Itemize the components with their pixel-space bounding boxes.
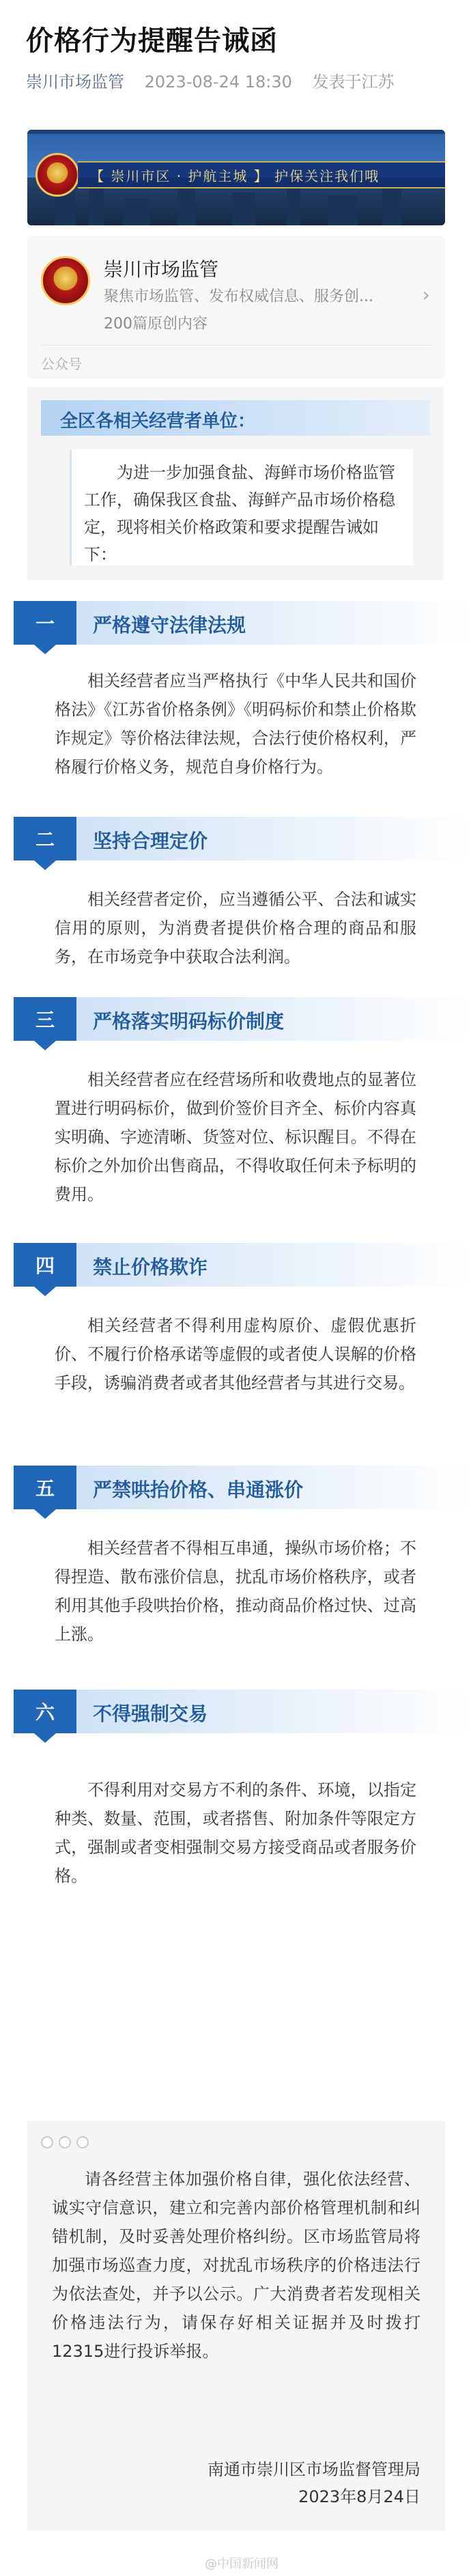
dot-icon: [76, 2136, 89, 2148]
agency-emblem-icon: [35, 153, 79, 197]
section-text: 相关经营者应当严格执行《中华人民共和国价格法》《江苏省价格条例》《明码标价和禁止价格欺诈规定》等价格法律法规，合法行使价格权利，严格履行价格义务，规范自身价格行为。: [55, 671, 416, 776]
banner-caption-strip: [78, 161, 445, 188]
building: [123, 198, 150, 225]
badge-notch: [34, 1041, 56, 1050]
banner-text: 【 崇川市区 · 护航主城 】 护保关注我们哦: [90, 168, 380, 184]
section-header: [14, 817, 471, 860]
publish-location: 发表于江苏: [312, 72, 395, 92]
banner-top-edge: [27, 130, 445, 134]
section-number: 六: [35, 1701, 55, 1724]
closing-box: [27, 2121, 445, 2531]
badge-notch: [34, 1509, 56, 1519]
signature-block: [208, 2456, 420, 2510]
article-title: 价格行为提醒告诫函: [26, 25, 278, 57]
profile-name: 崇川市场监管: [104, 258, 219, 281]
section-header: [14, 1466, 471, 1509]
section-text: 相关经营者应在经营场所和收费地点的显著位置进行明码标价，做到价签价目齐全、标价内容真实明确、字迹清晰、货签对位、标识醒目。不得在标价之外加价出售商品，不得收取任何未予标明的费用。: [55, 1070, 416, 1204]
section-title: 严格落实明码标价制度: [93, 1010, 285, 1033]
building: [89, 183, 104, 225]
section-text: 相关经营者不得相互串通，操纵市场价格；不得捏造、散布涨价信息，扰乱市场价格秩序，或者利用其他手段哄抬价格，推动商品价格过快、过高上涨。: [55, 1539, 416, 1644]
header-banner-image: [27, 130, 445, 225]
profile-divider: [41, 345, 431, 346]
dot-icon: [59, 2136, 71, 2148]
signature-date: 2023年8月24日: [298, 2487, 420, 2506]
section-text: 相关经营者不得利用虚构原价、虚假优惠折价、不履行价格承诺等虚假的或者使人误解的价格手段，诱骗消费者或者其他经营者与其进行交易。: [55, 1316, 416, 1392]
badge-notch: [34, 860, 56, 870]
section-number: 一: [35, 613, 55, 635]
badge-notch: [34, 645, 56, 654]
signature-agency: 南通市崇川区市场监督管理局: [208, 2460, 420, 2479]
account-link[interactable]: 崇川市场监管: [26, 72, 124, 92]
section-header: [14, 1243, 471, 1287]
section-header: [14, 601, 471, 645]
section-title: 严格遵守法律法规: [93, 614, 246, 636]
chevron-right-icon[interactable]: ›: [422, 283, 430, 306]
publish-date: 2023-08-24 18:30: [144, 72, 292, 92]
section-text: 相关经营者定价，应当遵循公平、合法和诚实信用的原则，为消费者提供价格合理的商品和服务，在市场竞争中获取合法利润。: [55, 890, 416, 966]
account-avatar-icon: [41, 256, 90, 305]
notice-box: [27, 387, 444, 580]
closing-body: 请各经营主体加强价格自律，强化依法经营、诚实守信意识，建立和完善内部价格管理机制和纠错机制，及时妥善处理价格纠纷。区市场监管局将加强市场巡查力度，对扰乱市场秩序的价格违法行为依法查处，并予以公示。广大消费者若发现相关价格违法行为，请保存好相关证据并及时拨打12315进行投诉举报。: [52, 2170, 420, 2361]
decorative-dots: [41, 2136, 94, 2151]
section-number: 四: [35, 1255, 55, 1277]
profile-article-count: 200篇原创内容: [104, 316, 208, 333]
section-title: 禁止价格欺诈: [93, 1256, 208, 1278]
notice-heading: 全区各相关经营者单位：: [60, 411, 256, 432]
section-number: 五: [35, 1477, 55, 1500]
notice-inner-box: [70, 449, 413, 565]
profile-type-tag: 公众号: [41, 356, 82, 372]
building: [328, 195, 358, 225]
building: [382, 186, 401, 225]
section-title: 严禁哄抬价格、串通涨价: [93, 1479, 304, 1501]
section-title: 坚持合理定价: [93, 830, 208, 852]
dot-icon: [41, 2136, 53, 2148]
badge-notch: [34, 1733, 56, 1743]
building: [232, 193, 255, 225]
badge-notch: [34, 1287, 56, 1296]
profile-description: 聚焦市场监管、发布权威信息、服务创...: [104, 288, 373, 305]
section-title: 不得强制交易: [93, 1703, 208, 1725]
watermark: @中国新闻网: [205, 2557, 279, 2571]
section-number: 二: [35, 828, 55, 851]
section-text: 不得利用对交易方不利的条件、环境，以指定种类、数量、范围，或者搭售、附加条件等限定方式，强制或者变相强制交易方接受商品或者服务价格。: [55, 1780, 416, 1886]
account-profile-card[interactable]: [27, 236, 445, 379]
section-header: [14, 997, 471, 1041]
notice-heading-bar: [41, 400, 430, 436]
section-header: [14, 1690, 471, 1733]
section-number: 三: [35, 1009, 55, 1031]
article-meta: [26, 68, 395, 92]
notice-body: 为进一步加强食盐、海鲜市场价格监管工作，确保我区食盐、海鲜产品市场价格稳定，现将相关价格政策和要求提醒告诫如下：: [84, 463, 395, 564]
